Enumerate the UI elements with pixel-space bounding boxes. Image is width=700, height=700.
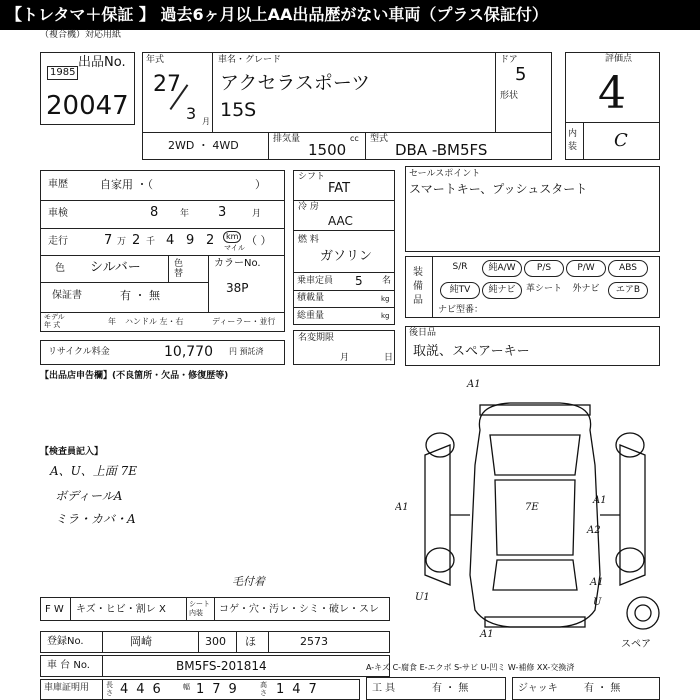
- mark-a1-top: A1: [467, 379, 481, 390]
- registration-region: 岡崎: [130, 635, 152, 648]
- equipment-label: 装備品: [413, 267, 423, 306]
- history-close: ）: [255, 178, 266, 191]
- mileage-u2: 千: [146, 237, 156, 247]
- load-unit: kg: [381, 295, 390, 303]
- jack-label: ジャッキ: [518, 683, 558, 694]
- cert-width-label: 幅: [183, 683, 190, 691]
- jack-value: 有 ・ 無: [584, 683, 621, 694]
- mileage-d3: 4: [166, 233, 175, 248]
- registration-kana: ほ: [245, 635, 256, 648]
- ac-label: 冷 房: [298, 202, 319, 212]
- fw-label: F W: [45, 604, 64, 615]
- color-value: シルバー: [90, 260, 141, 275]
- equipment-item: S/R: [452, 262, 468, 272]
- car-diagram: [395, 375, 675, 655]
- history-value: 自家用 ・（: [100, 178, 153, 191]
- equipment-item: P/S: [524, 260, 564, 277]
- shift-value: FAT: [328, 181, 351, 196]
- tools-label: 工 具: [372, 683, 396, 694]
- fuel-value: ガソリン: [320, 249, 373, 264]
- color-label: 色: [55, 263, 65, 274]
- month-value: 3: [186, 104, 197, 123]
- warranty-value: 有 ・ 無: [120, 289, 160, 302]
- mileage-d5: 2: [206, 233, 215, 248]
- history-label: 車歴: [48, 179, 68, 190]
- mileage-unit-mile: マイル: [224, 244, 245, 252]
- left-side: [425, 445, 450, 585]
- car-grade: 15S: [220, 99, 257, 121]
- seat-label: シート内装: [189, 600, 210, 617]
- mark-a1-bottom: A1: [480, 629, 494, 640]
- load-label: 積載量: [297, 293, 325, 303]
- cert-height: 147: [276, 682, 325, 697]
- car-name: アクセラスポーツ: [220, 72, 371, 94]
- equipment-item: 純TV: [440, 282, 480, 299]
- mileage-d4: 9: [186, 233, 195, 248]
- equipment-item: 純ナビ: [482, 282, 522, 299]
- fuel-label: 燃 料: [298, 235, 319, 245]
- capacity-unit: 名: [382, 276, 392, 286]
- chassis-label: 車 台 No.: [47, 660, 90, 671]
- equipment-item: ABS: [608, 260, 648, 277]
- model-info-year: 年: [108, 317, 116, 326]
- body-outline: [470, 403, 600, 627]
- mileage-d2: 2: [132, 233, 141, 248]
- mark-a1-right: A1: [593, 495, 607, 506]
- mileage-label: 走行: [48, 236, 68, 247]
- color-change-label: 色替: [174, 259, 184, 279]
- drive-type: 2WD ・ 4WD: [168, 139, 239, 152]
- inspection-year: 8: [150, 205, 159, 220]
- lot-year-tag: 1985: [47, 66, 78, 80]
- recycle-unit: 円 預託済: [229, 347, 264, 356]
- mileage-paren: （ ）: [246, 234, 272, 247]
- capacity-label: 乗車定員: [297, 276, 334, 286]
- equipment-item: P/W: [566, 260, 606, 277]
- model-info-dealer: ディーラー・並行: [212, 317, 276, 326]
- inspection-month-unit: 月: [252, 209, 262, 219]
- shape-label: 形状: [500, 91, 519, 101]
- cert-width: 179: [196, 682, 245, 697]
- front-bumper: [480, 405, 590, 415]
- inspector-note-1: A、U、上面 7E: [50, 464, 137, 478]
- registration-class: 300: [205, 635, 226, 648]
- dealer-notes-label: 【出品店申告欄】(不良箇所・欠品・修復歴等): [40, 371, 229, 381]
- right-side: [620, 445, 645, 585]
- doors-label: ドア: [500, 55, 518, 65]
- cert-length: 446: [120, 682, 169, 697]
- damage-legend: A-キズ C-腐食 E-エクボ S-サビ U-凹ミ W-補修 XX-交換済: [366, 663, 575, 672]
- cert-label: 車庫証明用: [44, 683, 90, 693]
- interior-value: C: [614, 130, 628, 151]
- ac-value: AAC: [328, 214, 353, 228]
- score-value: 4: [598, 68, 626, 119]
- year-label: 年式: [146, 55, 165, 65]
- mileage-d1: 7: [104, 233, 113, 248]
- interior-label: 内装: [568, 129, 578, 152]
- form-subtitle: （複合機）対応用紙: [40, 30, 122, 40]
- fw-items: キズ・ヒビ・割レ X: [76, 604, 166, 615]
- mark-u-rear: U: [593, 597, 602, 608]
- gross-unit: kg: [381, 312, 390, 320]
- inspection-label: 車検: [48, 208, 68, 219]
- windshield: [490, 435, 580, 475]
- year-value: 27: [153, 72, 181, 97]
- lot-label: 出品No.: [78, 55, 126, 70]
- model-info-label2: 年 式: [44, 321, 61, 329]
- month-suffix: 月: [202, 117, 210, 126]
- accessories-value: 取説、スペアーキー: [413, 344, 530, 359]
- model-info-label1: モデル: [44, 313, 65, 321]
- reg-deadline-suffix: 日: [384, 353, 394, 363]
- doors-value: 5: [515, 64, 527, 85]
- selling-points-label: セールスポイント: [409, 169, 481, 179]
- mark-u1-left: U1: [415, 592, 430, 603]
- model-info-handle: ハンドル 左・右: [125, 317, 184, 326]
- registration-label: 登録No.: [47, 636, 84, 647]
- mileage-u1: 万: [117, 237, 127, 247]
- nav-model-label: ナビ型番：: [438, 305, 484, 315]
- cert-length-label: 長さ: [106, 681, 113, 697]
- selling-points-value: スマートキー、プッシュスタート: [409, 182, 588, 196]
- equipment-item: 外ナビ: [572, 284, 600, 294]
- lot-number: 20047: [46, 91, 129, 121]
- inspector-note-2: ボディールA: [55, 489, 123, 503]
- inspection-year-unit: 年: [180, 209, 190, 219]
- displacement-label: 排気量: [273, 134, 301, 144]
- equipment-item: 革シート: [525, 284, 562, 294]
- condition-handnote: 毛付着: [232, 575, 265, 588]
- recycle-value: 10,770: [164, 344, 213, 360]
- capacity-value: 5: [355, 274, 363, 288]
- reg-deadline-label: 名変期限: [298, 333, 335, 343]
- chassis-value: BM5FS-201814: [176, 659, 267, 673]
- inspector-note-3: ミラ・カバ・A: [55, 512, 136, 526]
- inspector-label: 【検査員記入】: [40, 447, 104, 457]
- mark-a1-left: A1: [395, 502, 409, 513]
- spare-tire: [627, 597, 659, 629]
- details-box: [40, 170, 285, 332]
- roof: [495, 480, 575, 555]
- equipment-item: エアB: [608, 282, 648, 299]
- displacement-value: 1500: [308, 141, 347, 159]
- reg-deadline-unit: 月: [340, 353, 350, 363]
- color-code: 38P: [226, 281, 249, 295]
- gross-label: 総重量: [297, 311, 325, 321]
- color-code-label: カラーNo.: [214, 258, 261, 269]
- accessories-label: 後日品: [409, 328, 437, 338]
- inspection-month: 3: [218, 205, 227, 220]
- mileage-unit-km: km: [223, 231, 241, 243]
- rear-window: [493, 560, 577, 590]
- recycle-label: リサイクル料金: [48, 347, 110, 357]
- mark-a2-right: A2: [587, 525, 601, 536]
- displacement-unit: cc: [350, 134, 359, 143]
- equipment-item: 純A/W: [482, 260, 522, 277]
- model-code-label: 型式: [370, 134, 389, 144]
- spare-label: スペア: [621, 639, 651, 650]
- tools-value: 有 ・ 無: [432, 683, 469, 694]
- mark-a1-rear-right: A1: [590, 577, 604, 588]
- cert-height-label: 高さ: [260, 681, 267, 697]
- header-banner-text: 【トレタマ＋保証 】 過去6ヶ月以上AA出品歴がない車両（プラス保証付）: [6, 5, 548, 24]
- registration-number: 2573: [300, 635, 328, 648]
- shift-label: シフト: [298, 172, 326, 182]
- warranty-label: 保証書: [52, 290, 82, 301]
- car-name-label: 車名・グレード: [218, 55, 282, 65]
- score-label: 評価点: [605, 54, 633, 64]
- mark-7e-roof: 7E: [525, 502, 539, 513]
- seat-items: コゲ・穴・汚レ・シミ・破レ・スレ: [219, 604, 379, 615]
- model-code: DBA -BM5FS: [395, 141, 488, 159]
